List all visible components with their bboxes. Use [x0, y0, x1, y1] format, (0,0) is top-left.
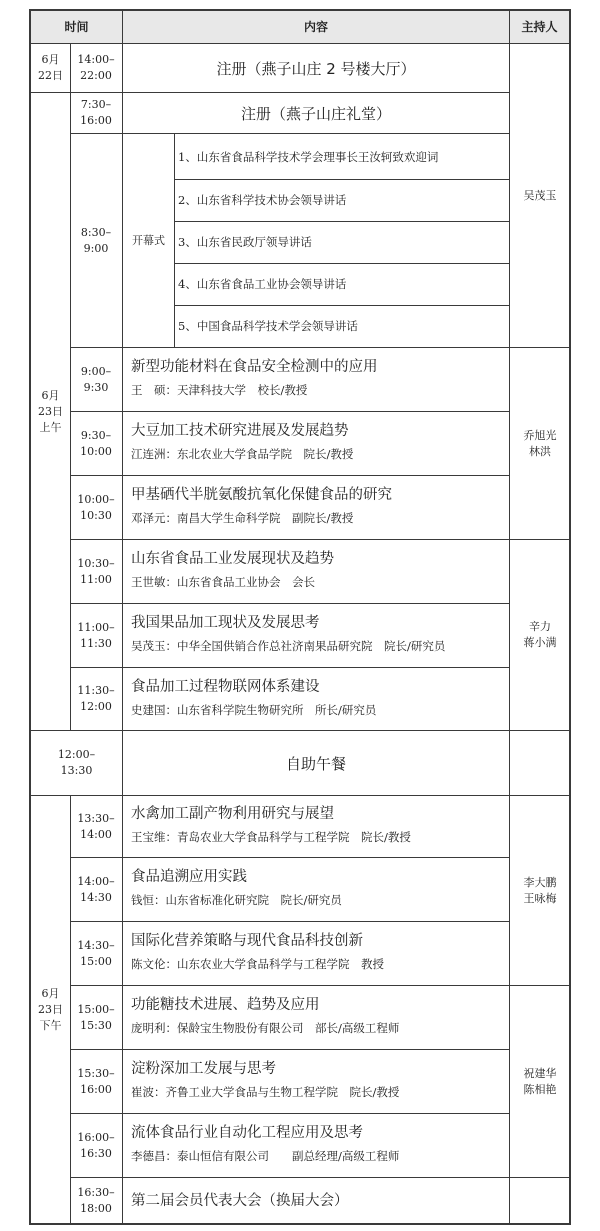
- time-end: 11:30: [80, 636, 112, 650]
- speaker-affiliation: 天津科技大学 校长/教授: [177, 383, 308, 397]
- talk-title: 淀粉深加工发展与思考: [131, 1061, 276, 1077]
- date-period: 下午: [39, 1018, 62, 1032]
- host-name: 吴茂玉: [523, 188, 557, 202]
- speaker-name: 王世敏：: [131, 575, 177, 589]
- row-divider: [70, 347, 571, 348]
- time-cell: [70, 1050, 122, 1113]
- time-cell: [70, 668, 122, 730]
- host-name: 王咏梅: [523, 891, 557, 905]
- talk-entry: [131, 486, 509, 526]
- talk-speaker: [131, 1020, 509, 1036]
- time-cell: [70, 93, 122, 133]
- time-cell: [70, 604, 122, 667]
- row-divider: [174, 263, 509, 264]
- talk-speaker: [131, 510, 509, 526]
- opening-item: 5、中国食品科学技术学会领导讲话: [178, 319, 358, 333]
- time-cell: [70, 1114, 122, 1177]
- host-cell: [509, 540, 571, 730]
- row-divider: [70, 603, 509, 604]
- host-cell: [509, 348, 571, 539]
- time-end: 9:00: [83, 241, 109, 255]
- time-end: 16:30: [80, 1146, 112, 1160]
- time-start: 10:00–: [77, 492, 115, 506]
- host-cell: [509, 986, 571, 1177]
- time-end: 14:00: [80, 827, 112, 841]
- header-host: 主持人: [521, 19, 558, 34]
- time-cell: [70, 858, 122, 921]
- assembly-title: 第二届会员代表大会（换届大会）: [131, 1193, 349, 1209]
- time-end: 15:30: [80, 1018, 112, 1032]
- date-cell: [31, 93, 70, 730]
- row-divider: [70, 667, 509, 668]
- time-start: 9:00–: [80, 364, 112, 378]
- talk-entry: [131, 550, 509, 590]
- row-divider: [70, 1113, 509, 1114]
- date-cell: [31, 44, 70, 92]
- date-period: 上午: [39, 420, 62, 434]
- column-divider: [174, 133, 175, 347]
- opening-item: 1、山东省食品科学技术学会理事长王汝轲致欢迎词: [178, 150, 439, 164]
- talk-speaker: [131, 1084, 509, 1100]
- speaker-name: 吴茂玉：: [131, 639, 177, 653]
- date-month: 6月: [41, 53, 60, 66]
- row-divider: [70, 411, 509, 412]
- talk-entry: [131, 1060, 509, 1100]
- speaker-name: 史建国：: [131, 703, 177, 717]
- row-divider: [70, 475, 509, 476]
- speaker-affiliation: 泰山恒信有限公司 副总经理/高级工程师: [177, 1149, 400, 1163]
- time-end: 16:00: [80, 114, 112, 127]
- host-cell: [509, 796, 571, 985]
- talk-entry: [131, 678, 509, 718]
- time-start: 12:00–: [57, 748, 96, 761]
- time-end: 22:00: [80, 69, 112, 82]
- talk-title: 食品加工过程物联网体系建设: [131, 679, 320, 695]
- speaker-name: 邓泽元：: [131, 511, 177, 525]
- speaker-name: 崔波：: [131, 1085, 166, 1099]
- date-month: 6月: [41, 388, 60, 402]
- time-cell: [70, 922, 122, 985]
- date-day: 23日: [38, 404, 63, 418]
- time-cell: [70, 412, 122, 475]
- table-border-bottom: [29, 1223, 571, 1225]
- time-start: 8:30–: [80, 225, 112, 239]
- speaker-affiliation: 中华全国供销合作总社济南果品研究院 院长/研究员: [177, 639, 446, 653]
- speaker-name: 江连洲：: [131, 447, 177, 461]
- talk-speaker: [131, 1148, 509, 1164]
- time-start: 13:30–: [77, 811, 115, 825]
- time-start: 9:30–: [80, 428, 112, 442]
- time-start: 11:30–: [77, 684, 115, 697]
- speaker-affiliation: 南昌大学生命科学院 副院长/教授: [177, 511, 354, 525]
- speaker-name: 陈文伦：: [131, 957, 177, 971]
- time-end: 12:00: [80, 700, 112, 713]
- date-day: 22日: [38, 69, 63, 82]
- row-divider: [174, 221, 509, 222]
- talk-speaker: [131, 382, 509, 398]
- talk-speaker: [131, 956, 509, 972]
- host-name: 陈相艳: [523, 1082, 557, 1096]
- time-start: 14:30–: [77, 938, 115, 952]
- time-start: 10:30–: [77, 556, 115, 570]
- time-cell: [31, 731, 122, 795]
- opening-item: 4、山东省食品工业协会领导讲话: [178, 277, 347, 291]
- talk-title: 国际化营养策略与现代食品科技创新: [131, 933, 363, 949]
- speaker-affiliation: 东北农业大学食品学院 院长/教授: [177, 447, 354, 461]
- date-month: 6月: [41, 986, 60, 1000]
- row-divider: [70, 1049, 509, 1050]
- time-cell: [70, 476, 122, 539]
- time-start: 16:30–: [77, 1185, 115, 1199]
- talk-title: 我国果品加工现状及发展思考: [131, 615, 320, 631]
- speaker-name: 庞明利：: [131, 1021, 177, 1035]
- row-divider: [174, 305, 509, 306]
- registration-title: 注册（燕子山庄礼堂）: [240, 104, 391, 123]
- talk-entry: [131, 932, 509, 972]
- speaker-name: 王 硕：: [131, 383, 177, 397]
- speaker-affiliation: 山东农业大学食品科学与工程学院 教授: [177, 957, 384, 971]
- speaker-affiliation: 保龄宝生物股份有限公司 部长/高级工程师: [177, 1021, 400, 1035]
- talk-title: 新型功能材料在食品安全检测中的应用: [131, 359, 378, 375]
- row-divider: [174, 179, 509, 180]
- time-end: 15:00: [80, 954, 112, 968]
- registration-title: 注册（燕子山庄 2 号楼大厅）: [216, 59, 416, 78]
- time-start: 7:30–: [80, 98, 112, 111]
- host-name: 蒋小满: [523, 636, 557, 649]
- time-start: 15:30–: [77, 1066, 115, 1080]
- talk-title: 流体食品行业自动化工程应用及思考: [131, 1125, 363, 1141]
- header-content: 内容: [303, 19, 328, 34]
- time-start: 11:00–: [77, 620, 115, 634]
- opening-label: 开幕式: [132, 233, 165, 247]
- date-cell: [31, 796, 70, 1223]
- assembly-entry: [131, 1192, 509, 1210]
- talk-title: 食品追溯应用实践: [131, 869, 247, 885]
- speaker-affiliation: 青岛农业大学食品科学与工程学院 院长/教授: [177, 830, 411, 844]
- time-end: 10:00: [80, 444, 112, 458]
- talk-title: 甲基硒代半胱氨酸抗氧化保健食品的研究: [131, 487, 392, 503]
- row-divider: [70, 921, 509, 922]
- time-start: 14:00–: [77, 874, 115, 888]
- time-end: 9:30: [83, 380, 109, 394]
- talk-title: 山东省食品工业发展现状及趋势: [131, 551, 334, 567]
- speaker-affiliation: 齐鲁工业大学食品与生物工程学院 院长/教授: [165, 1085, 400, 1099]
- header-time: 时间: [64, 19, 89, 34]
- host-name: 辛力: [529, 620, 551, 633]
- talk-speaker: [131, 574, 509, 590]
- row-divider: [70, 985, 571, 986]
- time-end: 14:30: [80, 890, 112, 904]
- row-divider: [70, 539, 571, 540]
- speaker-affiliation: 山东省食品工业协会 会长: [177, 575, 315, 589]
- lunch-title: 自助午餐: [285, 754, 346, 773]
- host-cell: [509, 44, 571, 347]
- talk-entry: [131, 614, 509, 654]
- time-start: 16:00–: [77, 1130, 115, 1144]
- talk-entry: [131, 358, 509, 398]
- talk-speaker: [131, 829, 509, 845]
- time-cell: [70, 986, 122, 1049]
- row-divider: [70, 857, 509, 858]
- time-end: 10:30: [80, 508, 112, 522]
- time-cell: [70, 1178, 122, 1223]
- time-cell: [70, 134, 122, 347]
- talk-speaker: [131, 638, 509, 654]
- talk-title: 功能糖技术进展、趋势及应用: [131, 997, 320, 1013]
- speaker-name: 钱恒：: [131, 893, 166, 907]
- time-end: 18:00: [80, 1201, 112, 1215]
- time-end: 13:30: [60, 764, 93, 777]
- talk-entry: [131, 1124, 509, 1164]
- talk-title: 水禽加工副产物利用研究与展望: [131, 806, 334, 822]
- talk-entry: [131, 868, 509, 908]
- date-day: 23日: [38, 1002, 63, 1016]
- opening-item: 2、山东省科学技术协会领导讲话: [178, 193, 347, 207]
- host-name: 祝建华: [523, 1066, 557, 1080]
- talk-speaker: [131, 446, 509, 462]
- time-cell: [70, 796, 122, 857]
- row-divider: [70, 1177, 571, 1178]
- opening-item: 3、山东省民政厅领导讲话: [178, 235, 312, 249]
- host-name: 林洪: [529, 444, 551, 458]
- talk-entry: [131, 996, 509, 1036]
- host-name: 乔旭光: [523, 428, 557, 442]
- talk-speaker: [131, 702, 509, 718]
- speaker-name: 李德昌：: [131, 1149, 177, 1163]
- talk-speaker: [131, 892, 509, 908]
- host-name: 李大鹏: [523, 875, 557, 889]
- speaker-name: 王宝维：: [131, 830, 177, 844]
- talk-entry: [131, 422, 509, 462]
- time-end: 16:00: [80, 1082, 112, 1096]
- talk-title: 大豆加工技术研究进展及发展趋势: [131, 423, 349, 439]
- time-cell: [70, 540, 122, 603]
- time-cell: [70, 44, 122, 92]
- time-start: 15:00–: [77, 1002, 115, 1016]
- time-end: 11:00: [80, 572, 112, 586]
- talk-entry: [131, 805, 509, 845]
- speaker-affiliation: 山东省标准化研究院 院长/研究员: [165, 893, 342, 907]
- time-start: 14:00–: [77, 53, 115, 66]
- speaker-affiliation: 山东省科学院生物研究所 所长/研究员: [177, 703, 377, 717]
- time-cell: [70, 348, 122, 411]
